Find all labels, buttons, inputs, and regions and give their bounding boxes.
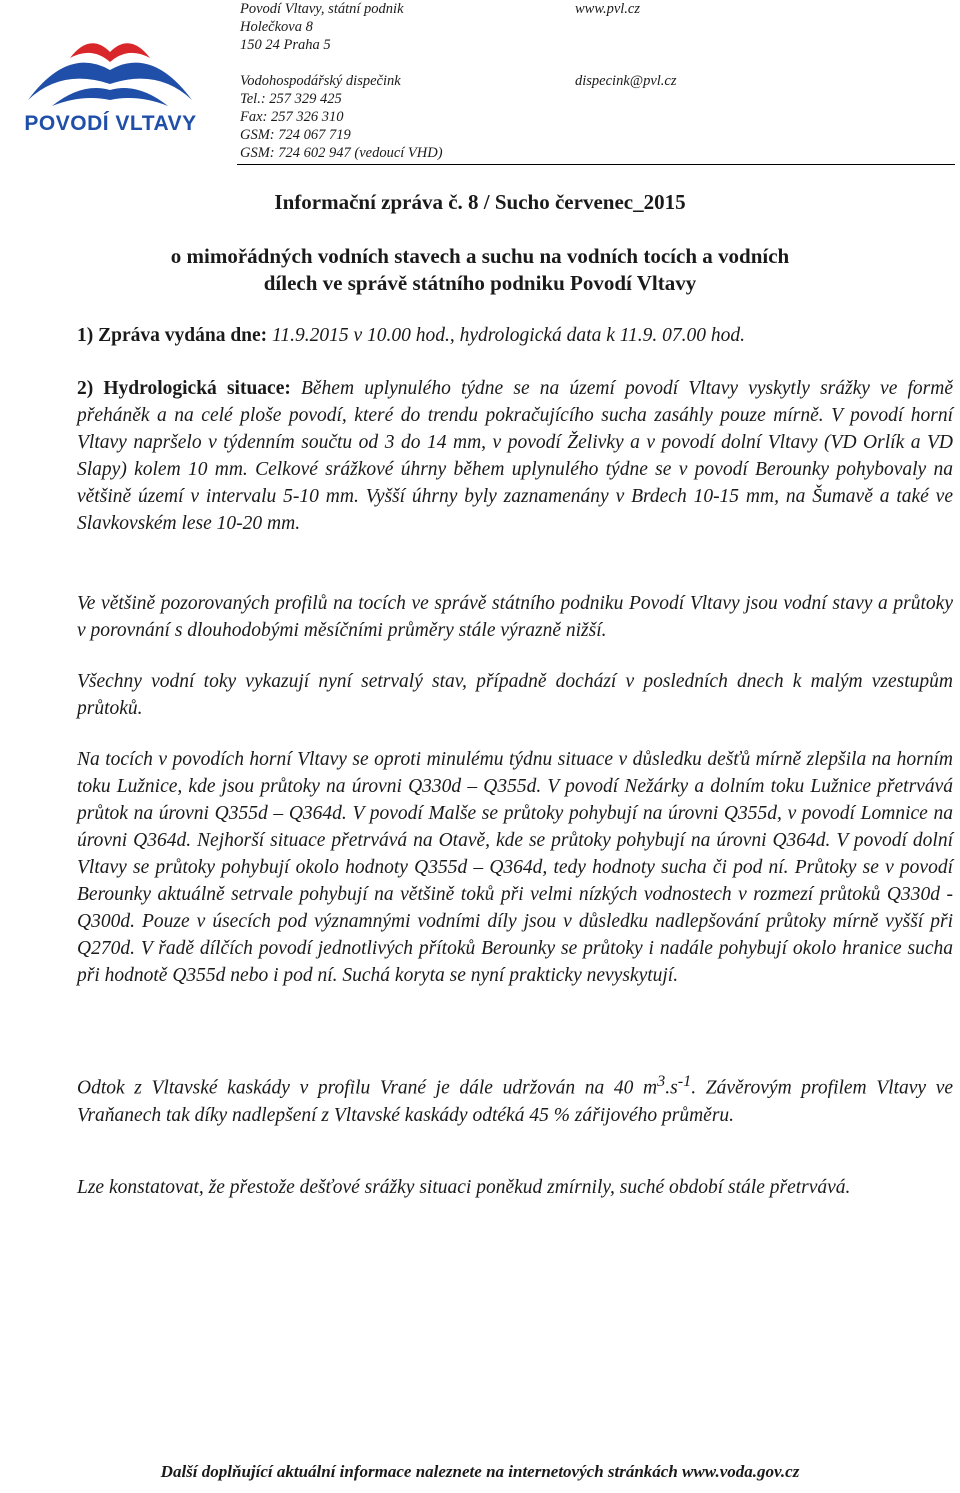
gsm-number: GSM: 724 067 719 [240,127,351,143]
cascade-sup-2: -1 [677,1072,692,1090]
company-logo [8,28,213,138]
issue-date-label: 1) Zpráva vydána dne: [77,325,268,346]
subtitle-line-2: dílech ve správě státního podniku Povodí Vltavy [263,271,697,295]
report-title: Informační zpráva č. 8 / Sucho červenec_2015 [274,190,686,214]
cascade-text-b: .s [665,1077,678,1099]
email-link[interactable]: dispecink@pvl.cz [575,73,677,89]
fax-number: Fax: 257 326 310 [240,109,344,125]
org-name: Povodí Vltavy, státní podnik [240,1,404,17]
header-divider [237,164,955,165]
cascade-text-a: Odtok z Vltavské kaskády v profilu Vrané je dále udržován na 40 m [77,1077,658,1099]
subtitle-line-1: o mimořádných vodních stavech a suchu na vodních tocích a vodních [170,244,790,268]
gsm-number-head: GSM: 724 602 947 (vedoucí VHD) [240,145,443,161]
logo-wordmark: POVODÍ VLTAVY [24,112,197,135]
hydro-situation-text: Během uplynulého týdne se na území povodí Vltavy vyskytly srážky ve formě přeháněk a na celé ploše povodí, které do trendu pokračujícího sucha zasáhly pouze mírně. V povodí horní Vltavy napršelo v týdenním součtu od 3 do 14 mm, v povodí Želivky a v povodí dolní Vltavy (VD Orlík a VD Slapy) kolem 10 mm. Celkové srážkové úhrny během uplynulého týdne se v povodí Berounky pohybovaly na většině území v intervalu 5-10 mm. Vyšší úhrny byly zaznamenány v Brdech 10-15 mm, na Šumavě a také ve Slavkovském lese 10-20 mm. [77,378,953,534]
paragraph-flow-comparison: Ve většině pozorovaných profilů na tocích ve správě státního podniku Povodí Vltavy jsou vodní stavy a průtoky v porovnání s dlouhodobými měsíčními průměry stále výrazně nižší. [77,593,953,641]
website-link[interactable]: www.pvl.cz [575,1,640,17]
section-issue-date [77,322,953,349]
org-city: 150 24 Praha 5 [240,37,331,53]
paragraph-conclusion: Lze konstatovat, že přestože dešťové srážky situaci poněkud zmírnily, suché období stále přetrvává. [77,1177,851,1198]
section-hydrological-situation [77,375,953,537]
header-links [575,0,677,90]
footer-note: Další doplňující aktuální informace naleznete na internetových stránkách www.voda.gov.cz [160,1462,800,1481]
hydro-situation-label: 2) Hydrologická situace: [77,378,291,399]
cascade-sup-1: 3 [657,1072,666,1090]
org-street: Holečkova 8 [240,19,313,35]
seagull-waves-icon [8,28,213,112]
paragraph-flow-trend: Všechny vodní toky vykazují nyní setrvalý stav, případně dochází v posledních dnech k malým vzestupům průtoků. [77,671,953,719]
report-subtitle [0,243,960,297]
paragraph-cascade-outflow [77,1068,953,1129]
issue-date-text: 11.9.2015 v 10.00 hod., hydrologická data k 11.9. 07.00 hod. [267,325,746,346]
paragraph-basin-details: Na tocích v povodích horní Vltavy se oproti minulému týdnu situace v důsledku dešťů mírně zlepšila na horním toku Lužnice, kde jsou průtoky na úrovni Q330d – Q355d. V povodí Nežárky a dolním toku Lužnice přetrvává průtok na úrovni Q355d – Q364d. V povodí Malše se průtoky pohybují na úrovni Q355d, v povodí Lomnice na úrovni Q364d. Nejhorší situace přetrvává na Otavě, kde se průtoky pohybují na úrovni Q364d. V povodí dolní Vltavy se průtoky pohybují okolo hodnoty Q355d – Q364d, tedy hodnoty sucha či pod ní. Průtoky se v povodí Berounky aktuálně setrvale pohybují na většině toků při velmi nízkých vodnostech v rozmezí průtoků Q330d - Q300d. Pouze v úsecích pod významnými vodními díly jsou v důsledku nadlepšování průtoky mírně vyšší při Q270d. V řadě dílčích povodí jednotlivých přítoků Berounky se průtoky i nadále pohybují okolo hranice sucha při hodnotě Q355d nebo i pod ní. Suchá koryta se nyní prakticky nevyskytují. [77,749,953,986]
dispatch-label: Vodohospodářský dispečink [240,73,401,89]
phone-number: Tel.: 257 329 425 [240,91,342,107]
header-contact-block [240,0,443,162]
cascade-text-c: . Závěrovým profilem Vltavy ve Vraňanech tak díky nadlepšení z Vltavské kaskády odtéká 45 % zářijového průměru. [77,1077,953,1126]
